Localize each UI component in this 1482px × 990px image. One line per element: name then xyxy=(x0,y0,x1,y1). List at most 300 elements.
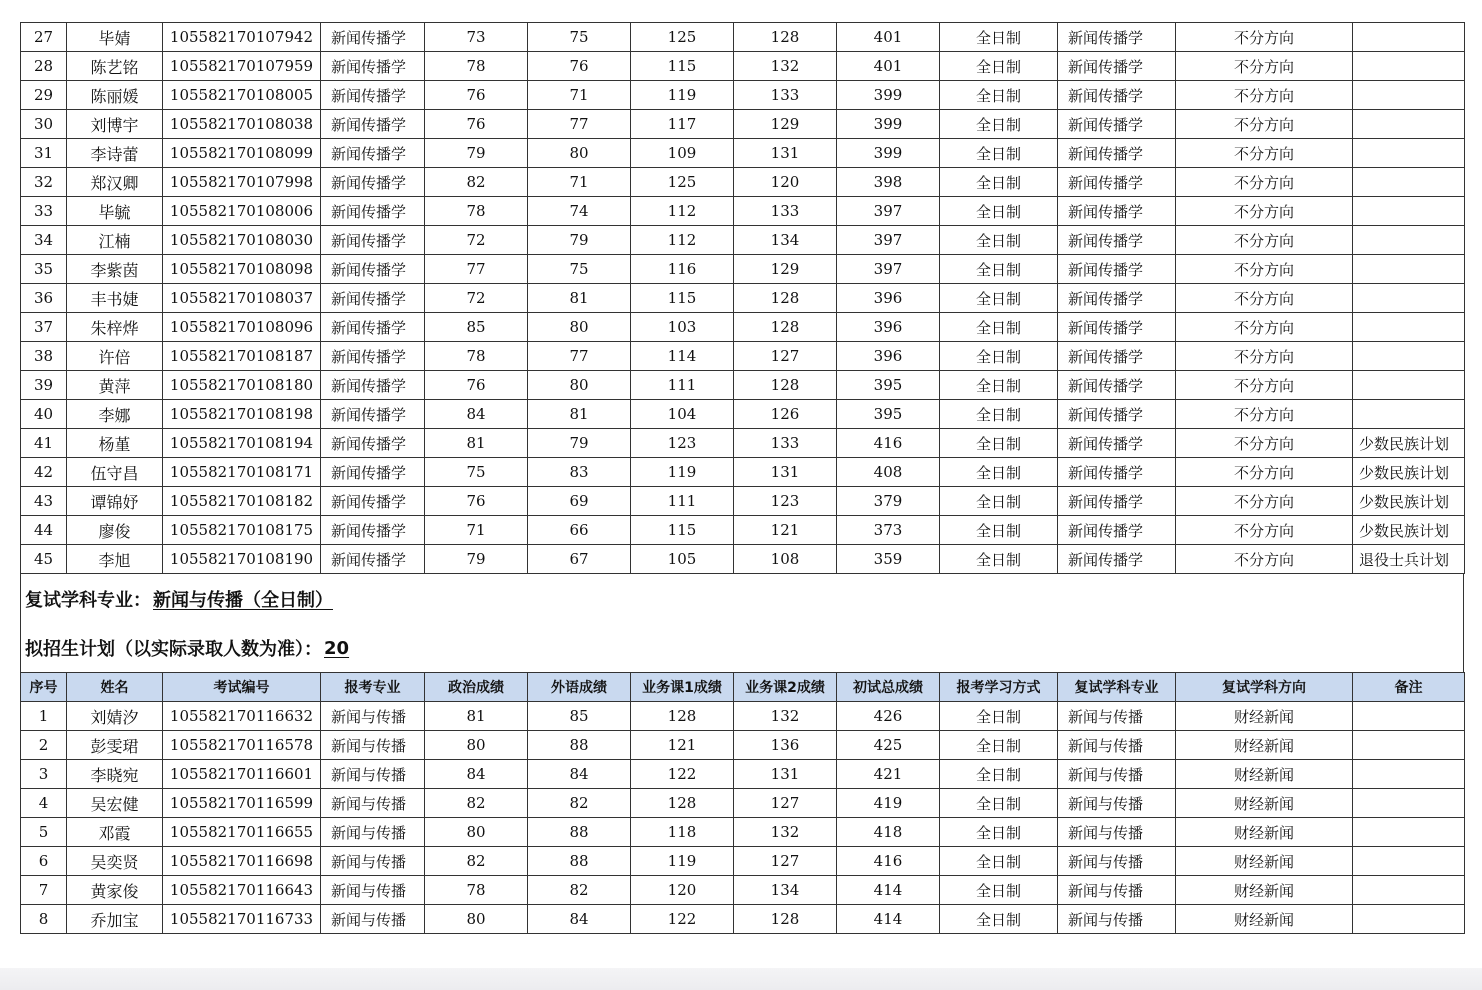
seq-cell: 42 xyxy=(21,458,67,487)
total-score-cell: 401 xyxy=(837,23,940,52)
name-cell: 刘博宇 xyxy=(67,110,163,139)
applied-major-cell: 新闻传播学 xyxy=(321,110,425,139)
seq-cell: 38 xyxy=(21,342,67,371)
remark-cell xyxy=(1353,905,1465,934)
politics-score-cell: 82 xyxy=(425,847,528,876)
total-score-cell: 396 xyxy=(837,342,940,371)
exam-id-cell: 105582170108030 xyxy=(163,226,321,255)
remark-cell xyxy=(1353,818,1465,847)
total-score-cell: 401 xyxy=(837,52,940,81)
candidate-table-journalism-communication xyxy=(20,672,1465,934)
total-score-cell: 418 xyxy=(837,818,940,847)
foreign-language-score-cell: 77 xyxy=(528,342,631,371)
retest-direction-cell: 财经新闻 xyxy=(1176,702,1353,731)
seq-cell: 1 xyxy=(21,702,67,731)
course2-score-cell: 126 xyxy=(734,400,837,429)
course2-score-cell: 129 xyxy=(734,110,837,139)
applied-major-cell: 新闻传播学 xyxy=(321,197,425,226)
study-mode-cell: 全日制 xyxy=(940,313,1058,342)
study-mode-cell: 全日制 xyxy=(940,760,1058,789)
course1-score-cell: 116 xyxy=(631,255,734,284)
total-score-cell: 398 xyxy=(837,168,940,197)
exam-id-cell: 105582170108037 xyxy=(163,284,321,313)
politics-score-cell: 80 xyxy=(425,905,528,934)
foreign-language-score-cell: 79 xyxy=(528,226,631,255)
table-row xyxy=(21,818,1465,847)
remark-cell: 退役士兵计划 xyxy=(1353,545,1465,574)
course1-score-cell: 105 xyxy=(631,545,734,574)
course2-score-cell: 108 xyxy=(734,545,837,574)
course1-score-cell: 122 xyxy=(631,905,734,934)
applied-major-cell: 新闻与传播 xyxy=(321,731,425,760)
politics-score-cell: 76 xyxy=(425,371,528,400)
seq-cell: 8 xyxy=(21,905,67,934)
retest-major-cell: 新闻与传播 xyxy=(1058,905,1176,934)
course1-score-cell: 128 xyxy=(631,789,734,818)
foreign-language-score-cell: 81 xyxy=(528,284,631,313)
politics-score-cell: 81 xyxy=(425,702,528,731)
course2-score-cell: 128 xyxy=(734,284,837,313)
course1-score-cell: 115 xyxy=(631,284,734,313)
total-score-cell: 379 xyxy=(837,487,940,516)
study-mode-cell: 全日制 xyxy=(940,110,1058,139)
remark-cell xyxy=(1353,23,1465,52)
retest-direction-cell: 财经新闻 xyxy=(1176,789,1353,818)
course2-score-cell: 129 xyxy=(734,255,837,284)
applied-major-cell: 新闻与传播 xyxy=(321,760,425,789)
applied-major-cell: 新闻传播学 xyxy=(321,400,425,429)
total-score-cell: 397 xyxy=(837,197,940,226)
seq-cell: 43 xyxy=(21,487,67,516)
applied-major-cell: 新闻传播学 xyxy=(321,139,425,168)
retest-major-cell: 新闻传播学 xyxy=(1058,400,1176,429)
foreign-language-score-cell: 74 xyxy=(528,197,631,226)
window-bottom-edge xyxy=(0,968,1482,990)
remark-cell: 少数民族计划 xyxy=(1353,487,1465,516)
politics-score-cell: 79 xyxy=(425,545,528,574)
study-mode-cell: 全日制 xyxy=(940,487,1058,516)
table-row xyxy=(21,760,1465,789)
exam-id-cell: 105582170116578 xyxy=(163,731,321,760)
total-score-cell: 399 xyxy=(837,81,940,110)
name-cell: 黄家俊 xyxy=(67,876,163,905)
column-header-row xyxy=(21,673,1465,702)
retest-major-cell: 新闻与传播 xyxy=(1058,876,1176,905)
total-score-cell: 416 xyxy=(837,429,940,458)
politics-score-cell: 82 xyxy=(425,789,528,818)
foreign-language-score-cell: 82 xyxy=(528,876,631,905)
remark-cell xyxy=(1353,371,1465,400)
study-mode-cell: 全日制 xyxy=(940,168,1058,197)
table-row xyxy=(21,545,1465,574)
retest-major-cell: 新闻传播学 xyxy=(1058,139,1176,168)
name-cell: 谭锦妤 xyxy=(67,487,163,516)
retest-direction-cell: 不分方向 xyxy=(1176,342,1353,371)
remark-cell xyxy=(1353,760,1465,789)
candidate-table-journalism xyxy=(20,22,1465,574)
remark-cell xyxy=(1353,52,1465,81)
foreign-language-score-cell: 71 xyxy=(528,81,631,110)
study-mode-cell: 全日制 xyxy=(940,139,1058,168)
course2-score-cell: 127 xyxy=(734,342,837,371)
applied-major-cell: 新闻传播学 xyxy=(321,255,425,284)
table-row xyxy=(21,487,1465,516)
foreign-language-score-cell: 71 xyxy=(528,168,631,197)
column-header-name: 姓名 xyxy=(67,673,163,702)
name-cell: 伍守昌 xyxy=(67,458,163,487)
seq-cell: 44 xyxy=(21,516,67,545)
course1-score-cell: 111 xyxy=(631,487,734,516)
retest-major-label: 复试学科专业： xyxy=(25,590,151,611)
remark-cell xyxy=(1353,702,1465,731)
foreign-language-score-cell: 88 xyxy=(528,847,631,876)
remark-cell: 少数民族计划 xyxy=(1353,429,1465,458)
study-mode-cell: 全日制 xyxy=(940,342,1058,371)
applied-major-cell: 新闻传播学 xyxy=(321,81,425,110)
name-cell: 彭雯珺 xyxy=(67,731,163,760)
seq-cell: 2 xyxy=(21,731,67,760)
name-cell: 李晓宛 xyxy=(67,760,163,789)
remark-cell: 少数民族计划 xyxy=(1353,516,1465,545)
exam-id-cell: 105582170108096 xyxy=(163,313,321,342)
enrollment-plan-label: 拟招生计划（以实际录取人数为准）： xyxy=(25,639,322,660)
foreign-language-score-cell: 80 xyxy=(528,313,631,342)
retest-major-cell: 新闻与传播 xyxy=(1058,760,1176,789)
retest-major-cell: 新闻与传播 xyxy=(1058,818,1176,847)
course1-score-cell: 112 xyxy=(631,197,734,226)
name-cell: 杨堇 xyxy=(67,429,163,458)
course2-score-cell: 128 xyxy=(734,905,837,934)
seq-cell: 27 xyxy=(21,23,67,52)
foreign-language-score-cell: 81 xyxy=(528,400,631,429)
applied-major-cell: 新闻传播学 xyxy=(321,516,425,545)
foreign-language-score-cell: 76 xyxy=(528,52,631,81)
exam-id-cell: 105582170116599 xyxy=(163,789,321,818)
seq-cell: 31 xyxy=(21,139,67,168)
applied-major-cell: 新闻传播学 xyxy=(321,371,425,400)
retest-direction-cell: 不分方向 xyxy=(1176,52,1353,81)
remark-cell xyxy=(1353,81,1465,110)
applied-major-cell: 新闻传播学 xyxy=(321,545,425,574)
retest-major-cell: 新闻传播学 xyxy=(1058,23,1176,52)
seq-cell: 3 xyxy=(21,760,67,789)
retest-direction-cell: 财经新闻 xyxy=(1176,818,1353,847)
study-mode-cell: 全日制 xyxy=(940,545,1058,574)
course1-score-cell: 114 xyxy=(631,342,734,371)
remark-cell xyxy=(1353,284,1465,313)
foreign-language-score-cell: 77 xyxy=(528,110,631,139)
name-cell: 陈丽媛 xyxy=(67,81,163,110)
foreign-language-score-cell: 82 xyxy=(528,789,631,818)
exam-id-cell: 105582170108182 xyxy=(163,487,321,516)
remark-cell xyxy=(1353,847,1465,876)
exam-id-cell: 105582170116733 xyxy=(163,905,321,934)
retest-major-line xyxy=(21,574,1463,624)
name-cell: 乔加宝 xyxy=(67,905,163,934)
course1-score-cell: 112 xyxy=(631,226,734,255)
study-mode-cell: 全日制 xyxy=(940,81,1058,110)
course2-score-cell: 123 xyxy=(734,487,837,516)
name-cell: 郑汉卿 xyxy=(67,168,163,197)
politics-score-cell: 78 xyxy=(425,342,528,371)
name-cell: 廖俊 xyxy=(67,516,163,545)
table-row xyxy=(21,23,1465,52)
table-row xyxy=(21,197,1465,226)
applied-major-cell: 新闻传播学 xyxy=(321,342,425,371)
study-mode-cell: 全日制 xyxy=(940,52,1058,81)
politics-score-cell: 79 xyxy=(425,139,528,168)
course2-score-cell: 128 xyxy=(734,313,837,342)
foreign-language-score-cell: 84 xyxy=(528,905,631,934)
total-score-cell: 421 xyxy=(837,760,940,789)
course1-score-cell: 125 xyxy=(631,168,734,197)
remark-cell xyxy=(1353,197,1465,226)
total-score-cell: 359 xyxy=(837,545,940,574)
study-mode-cell: 全日制 xyxy=(940,284,1058,313)
exam-id-cell: 105582170116643 xyxy=(163,876,321,905)
name-cell: 邓霞 xyxy=(67,818,163,847)
study-mode-cell: 全日制 xyxy=(940,371,1058,400)
politics-score-cell: 80 xyxy=(425,818,528,847)
politics-score-cell: 84 xyxy=(425,760,528,789)
foreign-language-score-cell: 84 xyxy=(528,760,631,789)
course1-score-cell: 118 xyxy=(631,818,734,847)
politics-score-cell: 71 xyxy=(425,516,528,545)
retest-major-cell: 新闻传播学 xyxy=(1058,255,1176,284)
foreign-language-score-cell: 66 xyxy=(528,516,631,545)
total-score-cell: 419 xyxy=(837,789,940,818)
table-row xyxy=(21,458,1465,487)
foreign-language-score-cell: 85 xyxy=(528,702,631,731)
course1-score-cell: 115 xyxy=(631,516,734,545)
retest-direction-cell: 不分方向 xyxy=(1176,255,1353,284)
foreign-language-score-cell: 88 xyxy=(528,731,631,760)
seq-cell: 6 xyxy=(21,847,67,876)
retest-direction-cell: 不分方向 xyxy=(1176,110,1353,139)
foreign-language-score-cell: 67 xyxy=(528,545,631,574)
exam-id-cell: 105582170116698 xyxy=(163,847,321,876)
remark-cell xyxy=(1353,168,1465,197)
foreign-language-score-cell: 79 xyxy=(528,429,631,458)
total-score-cell: 426 xyxy=(837,702,940,731)
column-header-applied-major: 报考专业 xyxy=(321,673,425,702)
study-mode-cell: 全日制 xyxy=(940,702,1058,731)
retest-direction-cell: 不分方向 xyxy=(1176,81,1353,110)
retest-direction-cell: 财经新闻 xyxy=(1176,731,1353,760)
retest-direction-cell: 不分方向 xyxy=(1176,458,1353,487)
table-row xyxy=(21,52,1465,81)
column-header-total-score: 初试总成绩 xyxy=(837,673,940,702)
seq-cell: 29 xyxy=(21,81,67,110)
total-score-cell: 373 xyxy=(837,516,940,545)
exam-id-cell: 105582170108175 xyxy=(163,516,321,545)
applied-major-cell: 新闻与传播 xyxy=(321,818,425,847)
table-row xyxy=(21,371,1465,400)
remark-cell xyxy=(1353,139,1465,168)
applied-major-cell: 新闻传播学 xyxy=(321,313,425,342)
retest-direction-cell: 不分方向 xyxy=(1176,139,1353,168)
applied-major-cell: 新闻与传播 xyxy=(321,876,425,905)
retest-direction-cell: 不分方向 xyxy=(1176,313,1353,342)
foreign-language-score-cell: 69 xyxy=(528,487,631,516)
course1-score-cell: 120 xyxy=(631,876,734,905)
seq-cell: 37 xyxy=(21,313,67,342)
politics-score-cell: 76 xyxy=(425,81,528,110)
remark-cell xyxy=(1353,110,1465,139)
name-cell: 黄萍 xyxy=(67,371,163,400)
foreign-language-score-cell: 75 xyxy=(528,23,631,52)
course2-score-cell: 127 xyxy=(734,847,837,876)
seq-cell: 39 xyxy=(21,371,67,400)
seq-cell: 35 xyxy=(21,255,67,284)
study-mode-cell: 全日制 xyxy=(940,818,1058,847)
retest-major-cell: 新闻传播学 xyxy=(1058,226,1176,255)
politics-score-cell: 72 xyxy=(425,284,528,313)
retest-direction-cell: 不分方向 xyxy=(1176,168,1353,197)
retest-major-cell: 新闻传播学 xyxy=(1058,458,1176,487)
table-row xyxy=(21,876,1465,905)
column-header-retest-major: 复试学科专业 xyxy=(1058,673,1176,702)
admission-list-sheet xyxy=(20,22,1464,934)
retest-major-cell: 新闻与传播 xyxy=(1058,847,1176,876)
exam-id-cell: 105582170107998 xyxy=(163,168,321,197)
exam-id-cell: 105582170108006 xyxy=(163,197,321,226)
remark-cell xyxy=(1353,400,1465,429)
seq-cell: 5 xyxy=(21,818,67,847)
table-row xyxy=(21,702,1465,731)
table-row xyxy=(21,731,1465,760)
column-header-foreign-language-score: 外语成绩 xyxy=(528,673,631,702)
course1-score-cell: 121 xyxy=(631,731,734,760)
exam-id-cell: 105582170107959 xyxy=(163,52,321,81)
course1-score-cell: 119 xyxy=(631,847,734,876)
retest-direction-cell: 不分方向 xyxy=(1176,284,1353,313)
politics-score-cell: 73 xyxy=(425,23,528,52)
applied-major-cell: 新闻传播学 xyxy=(321,52,425,81)
retest-major-cell: 新闻传播学 xyxy=(1058,313,1176,342)
seq-cell: 30 xyxy=(21,110,67,139)
study-mode-cell: 全日制 xyxy=(940,905,1058,934)
column-header-course2-score: 业务课2成绩 xyxy=(734,673,837,702)
total-score-cell: 408 xyxy=(837,458,940,487)
retest-major-cell: 新闻与传播 xyxy=(1058,789,1176,818)
seq-cell: 34 xyxy=(21,226,67,255)
name-cell: 江楠 xyxy=(67,226,163,255)
course2-score-cell: 136 xyxy=(734,731,837,760)
retest-direction-cell: 不分方向 xyxy=(1176,487,1353,516)
name-cell: 丰书婕 xyxy=(67,284,163,313)
name-cell: 李旭 xyxy=(67,545,163,574)
course1-score-cell: 117 xyxy=(631,110,734,139)
retest-major-cell: 新闻传播学 xyxy=(1058,197,1176,226)
course2-score-cell: 127 xyxy=(734,789,837,818)
table-row xyxy=(21,168,1465,197)
total-score-cell: 399 xyxy=(837,110,940,139)
applied-major-cell: 新闻传播学 xyxy=(321,226,425,255)
study-mode-cell: 全日制 xyxy=(940,23,1058,52)
course2-score-cell: 134 xyxy=(734,226,837,255)
applied-major-cell: 新闻传播学 xyxy=(321,23,425,52)
course1-score-cell: 125 xyxy=(631,23,734,52)
seq-cell: 28 xyxy=(21,52,67,81)
column-header-seq: 序号 xyxy=(21,673,67,702)
applied-major-cell: 新闻传播学 xyxy=(321,458,425,487)
seq-cell: 32 xyxy=(21,168,67,197)
applied-major-cell: 新闻与传播 xyxy=(321,789,425,818)
name-cell: 许倍 xyxy=(67,342,163,371)
course1-score-cell: 119 xyxy=(631,81,734,110)
total-score-cell: 414 xyxy=(837,876,940,905)
exam-id-cell: 105582170108005 xyxy=(163,81,321,110)
politics-score-cell: 72 xyxy=(425,226,528,255)
course2-score-cell: 132 xyxy=(734,702,837,731)
retest-direction-cell: 财经新闻 xyxy=(1176,760,1353,789)
applied-major-cell: 新闻传播学 xyxy=(321,168,425,197)
total-score-cell: 395 xyxy=(837,371,940,400)
table-row xyxy=(21,226,1465,255)
column-header-exam-id: 考试编号 xyxy=(163,673,321,702)
applied-major-cell: 新闻与传播 xyxy=(321,905,425,934)
retest-major-cell: 新闻传播学 xyxy=(1058,284,1176,313)
column-header-politics-score: 政治成绩 xyxy=(425,673,528,702)
remark-cell: 少数民族计划 xyxy=(1353,458,1465,487)
foreign-language-score-cell: 83 xyxy=(528,458,631,487)
course2-score-cell: 132 xyxy=(734,818,837,847)
name-cell: 李诗蕾 xyxy=(67,139,163,168)
exam-id-cell: 105582170108099 xyxy=(163,139,321,168)
name-cell: 朱梓烨 xyxy=(67,313,163,342)
retest-direction-cell: 不分方向 xyxy=(1176,545,1353,574)
course2-score-cell: 134 xyxy=(734,876,837,905)
name-cell: 刘婧汐 xyxy=(67,702,163,731)
exam-id-cell: 105582170108038 xyxy=(163,110,321,139)
study-mode-cell: 全日制 xyxy=(940,731,1058,760)
table-row xyxy=(21,429,1465,458)
retest-direction-cell: 不分方向 xyxy=(1176,371,1353,400)
retest-major-cell: 新闻传播学 xyxy=(1058,429,1176,458)
politics-score-cell: 78 xyxy=(425,197,528,226)
table-row xyxy=(21,110,1465,139)
table-row xyxy=(21,400,1465,429)
column-header-course1-score: 业务课1成绩 xyxy=(631,673,734,702)
table-row xyxy=(21,516,1465,545)
exam-id-cell: 105582170116655 xyxy=(163,818,321,847)
table-row xyxy=(21,789,1465,818)
table-row xyxy=(21,284,1465,313)
name-cell: 毕毓 xyxy=(67,197,163,226)
seq-cell: 40 xyxy=(21,400,67,429)
retest-major-cell: 新闻与传播 xyxy=(1058,731,1176,760)
remark-cell xyxy=(1353,226,1465,255)
remark-cell xyxy=(1353,342,1465,371)
course2-score-cell: 128 xyxy=(734,371,837,400)
total-score-cell: 396 xyxy=(837,313,940,342)
applied-major-cell: 新闻与传播 xyxy=(321,702,425,731)
politics-score-cell: 78 xyxy=(425,876,528,905)
applied-major-cell: 新闻与传播 xyxy=(321,847,425,876)
study-mode-cell: 全日制 xyxy=(940,847,1058,876)
applied-major-cell: 新闻传播学 xyxy=(321,284,425,313)
seq-cell: 41 xyxy=(21,429,67,458)
politics-score-cell: 76 xyxy=(425,110,528,139)
retest-major-cell: 新闻传播学 xyxy=(1058,52,1176,81)
retest-major-cell: 新闻传播学 xyxy=(1058,371,1176,400)
politics-score-cell: 76 xyxy=(425,487,528,516)
foreign-language-score-cell: 80 xyxy=(528,139,631,168)
course2-score-cell: 121 xyxy=(734,516,837,545)
retest-major-cell: 新闻传播学 xyxy=(1058,81,1176,110)
enrollment-plan-line xyxy=(21,624,1463,672)
